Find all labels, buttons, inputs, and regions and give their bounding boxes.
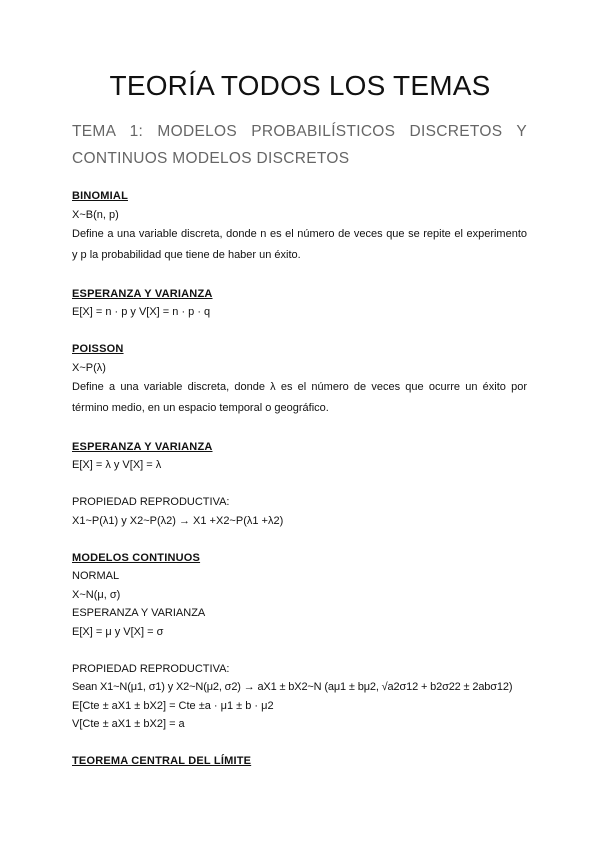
section-subtitle: TEMA 1: MODELOS PROBABILÍSTICOS DISCRETOS Y CONTINUOS MODELOS DISCRETOS <box>72 123 527 167</box>
poisson-definition: Define a una variable discreta, donde λ es el número de veces que ocurre un éxito por término medio, en un espacio temporal o geográfico. <box>72 381 527 414</box>
binomial-notation: X~B(n, p) <box>72 208 119 221</box>
document-body <box>72 187 527 771</box>
poisson-heading: POISSON <box>72 343 124 355</box>
normal-ev-label: ESPERANZA Y VARIANZA <box>72 607 206 619</box>
normal-variance-formula: V[Cte ± aX1 ± bX2] = a <box>72 718 185 730</box>
normal-prop-label: PROPIEDAD REPRODUCTIVA: <box>72 662 230 675</box>
normal-prop-formula: Sean X1~N(μ1, σ1) y X2~N(μ2, σ2) → aX1 ± bX2~N (aμ1 ± bμ2, √a2σ12 + b2σ22 ± 2abσ12) <box>72 681 513 693</box>
normal-label: NORMAL <box>72 570 120 582</box>
poisson-prop-formula: X1~P(λ1) y X2~P(λ2) → X1 +X2~P(λ1 +λ2) <box>72 514 284 527</box>
continuous-heading: MODELOS CONTINUOS <box>72 551 201 564</box>
clt-heading: TEOREMA CENTRAL DEL LÍMITE <box>72 755 252 767</box>
poisson-ev-formula: E[X] = λ y V[X] = λ <box>72 459 162 471</box>
page-title: TEORÍA TODOS LOS TEMAS <box>109 70 491 101</box>
normal-expectation-formula: E[Cte ± aX1 ± bX2] = Cte ±a · μ1 ± b · μ2 <box>72 699 274 712</box>
poisson-notation: X~P(λ) <box>72 361 106 374</box>
poisson-prop-label: PROPIEDAD REPRODUCTIVA: <box>72 496 230 508</box>
poisson-ev-heading: ESPERANZA Y VARIANZA <box>72 440 213 453</box>
normal-notation: X~N(μ, σ) <box>72 588 121 601</box>
binomial-heading: BINOMIAL <box>72 190 128 202</box>
binomial-definition: Define a una variable discreta, donde n es el número de veces que se repite el experimento y p la probabilidad que tiene de haber un éxito. <box>72 228 527 261</box>
binomial-ev-formula: E[X] = n · p y V[X] = n · p · q <box>72 306 211 318</box>
binomial-ev-heading: ESPERANZA Y VARIANZA <box>72 287 213 300</box>
normal-ev-formula: E[X] = μ y V[X] = σ <box>72 625 164 638</box>
